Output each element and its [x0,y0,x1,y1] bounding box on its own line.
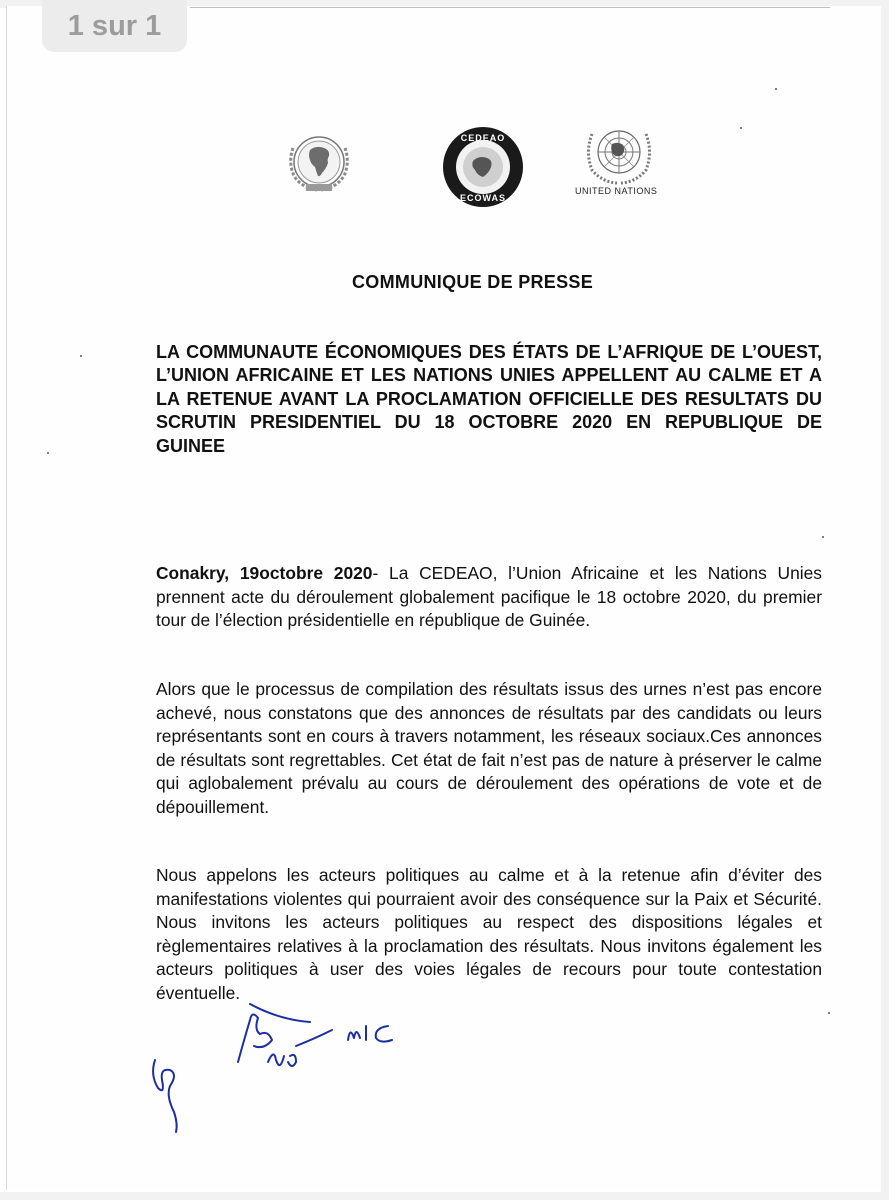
un-caption: UNITED NATIONS [575,186,658,196]
page-indicator: 1 sur 1 [42,0,187,52]
svg-text:ECOWAS: ECOWAS [459,193,507,203]
dateline: Conakry, 19octobre 2020 [156,563,373,583]
united-nations-emblem-icon [576,120,662,186]
paragraph-2: Alors que le processus de compilation des résultats issus des urnes n’est pas encore achevé, nous constatons que des annonces de résultats par des candidats ou leurs représentants sont en cours à travers notamment, les réseaux sociaux.Ces annonces de résultats sont regrettables. Cet état de fait n’est pas de nature à préserver le calme qui aglobalement prévalu au cours de déroulement des opérations de vote et de dépouillement. [156,679,822,817]
document-title: COMMUNIQUE DE PRESSE [352,272,594,292]
document-headline: LA COMMUNAUTE ÉCONOMIQUES DES ÉTATS DE L’AFRIQUE DE L’OUEST, L’UNION AFRICAINE ET LES NATIONS UNIES APPELLENT AU CALME ET A LA RETENUE AVANT LA PROCLAMATION OFFICIELLE DES RESULTATS DU SCRUTIN PRESIDENTIEL DU 18 OCTOBRE 2020 EN REPUBLIQUE DE GUINEE [156,342,822,456]
page-top-edge [190,7,830,8]
handwritten-signatures [140,1000,420,1140]
svg-text:CEDEAO: CEDEAO [460,133,506,143]
paragraph-1-text: - La CEDEAO, l’Union Africaine et les Nations Unies prennent acte du déroulement globalement pacifique le 18 octobre 2020, du premier tour de l’élection présidentielle en république de Guinée. [156,563,822,631]
scan-speck [822,536,824,538]
scan-speck [740,127,742,129]
ecowas-emblem-icon [441,125,525,209]
viewer-right-frame [881,0,889,1200]
african-union-emblem-icon [280,128,358,200]
viewer-bottom-frame [0,1192,889,1200]
scan-speck [80,355,82,357]
scan-speck [775,88,777,90]
paragraph-1 [156,562,822,633]
scan-speck [47,452,49,454]
paragraph-3: Nous appelons les acteurs politiques au calme et à la retenue afin d’éviter des manifestations violentes qui pourraient avoir des conséquence sur la Paix et Sécurité. Nous invitons les acteurs politiques au respect des dispositions légales et règlementaires relatives à la proclamation des résultats. Nous invitons également les acteurs politiques à user des voies légales de recours pour toute contestation éventuelle. [156,865,822,1003]
scan-speck [828,1012,830,1014]
